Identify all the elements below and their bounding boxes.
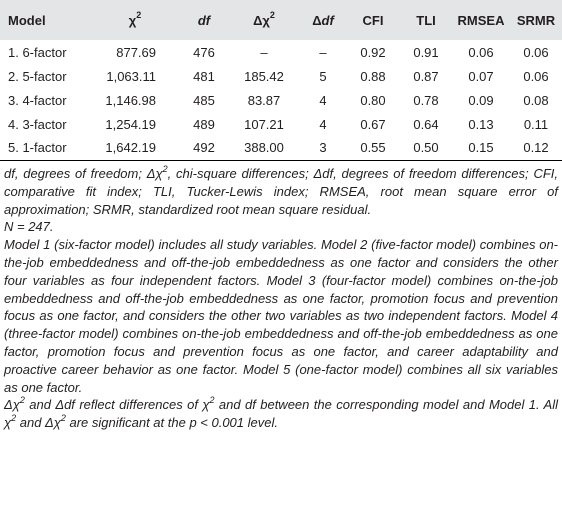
- cell-chi-square: 1,146.98: [105, 92, 156, 108]
- note-differences-part: Δχ: [4, 397, 20, 413]
- cell-delta-chi-square: 388.00: [228, 136, 300, 160]
- cell-srmr: 0.08: [523, 92, 549, 108]
- cell-rmsea: 0.09: [468, 92, 494, 108]
- cell-delta-chi-square: 185.42: [244, 68, 284, 84]
- header-cfi: CFI: [362, 12, 384, 28]
- cell-df: 481: [193, 68, 215, 84]
- cell-delta-chi-square: 83.87: [247, 92, 281, 108]
- header-model: Model: [8, 12, 46, 28]
- cell-srmr: 0.11: [523, 116, 549, 132]
- cell-delta-df: 5: [319, 68, 327, 84]
- cell-chi-square: 1,642.19: [90, 136, 180, 160]
- header-rmsea: RMSEA: [457, 12, 505, 28]
- note-sample-size: N = 247.: [4, 219, 54, 235]
- header-delta-symbol: Δ: [312, 12, 322, 28]
- note-superscript: 2: [162, 163, 168, 174]
- header-tli: TLI: [416, 12, 436, 28]
- header-df: df: [197, 12, 211, 28]
- cell-chi-square: 1,063.11: [106, 68, 156, 84]
- cell-df: 485: [193, 92, 215, 108]
- header-delta-df: [300, 0, 346, 40]
- cell-cfi: 0.92: [360, 44, 386, 60]
- cell-model: 3. 4-factor: [8, 92, 67, 108]
- note-abbreviations-part: df, degrees of freedom; Δχ: [4, 166, 163, 181]
- cell-cfi: 0.80: [360, 92, 386, 108]
- cell-srmr: 0.12: [510, 136, 562, 160]
- cell-delta-df: –: [319, 44, 327, 60]
- cell-srmr: 0.06: [523, 44, 549, 60]
- cell-tli: 0.78: [413, 92, 439, 108]
- cell-delta-chi-square: 107.21: [244, 116, 284, 132]
- table-header: [0, 0, 562, 40]
- header-delta-chi-square-symbol: Δχ: [253, 12, 270, 28]
- cell-model: 2. 5-factor: [8, 68, 67, 84]
- note-superscript: 2: [209, 395, 215, 406]
- cell-srmr: 0.06: [523, 68, 549, 84]
- header-srmr: SRMR: [516, 12, 556, 28]
- cell-tli: 0.50: [400, 136, 452, 160]
- cell-model: 1. 6-factor: [8, 44, 67, 60]
- cell-rmsea: 0.13: [468, 116, 494, 132]
- cell-cfi: 0.55: [346, 136, 400, 160]
- cell-model: 5. 1-factor: [0, 136, 90, 160]
- cell-tli: 0.87: [413, 68, 439, 84]
- cell-tli: 0.64: [413, 116, 439, 132]
- cell-cfi: 0.88: [360, 68, 386, 84]
- table-row: [0, 112, 562, 136]
- cell-delta-chi-square: –: [260, 44, 268, 60]
- table-notes: [4, 165, 558, 432]
- cell-delta-df: 4: [319, 92, 327, 108]
- note-superscript: 2: [19, 395, 25, 406]
- table-row: [0, 64, 562, 88]
- note-differences-part: and df between the corresponding model and Model 1. All χ: [4, 397, 558, 431]
- table-row: [0, 88, 562, 112]
- note-differences-part: and Δdf reflect differences of χ: [24, 397, 210, 413]
- cell-chi-square: 877.69: [116, 44, 156, 60]
- cell-df: 476: [193, 44, 215, 60]
- cell-delta-df: 4: [319, 116, 327, 132]
- note-differences-part: and Δχ: [16, 415, 61, 431]
- cell-tli: 0.91: [413, 44, 439, 60]
- header-delta-df-label: df: [321, 12, 334, 28]
- cell-model: 4. 3-factor: [8, 116, 67, 132]
- cell-rmsea: 0.15: [452, 136, 510, 160]
- header-chi-square-symbol: χ: [128, 12, 137, 28]
- table-row: [0, 136, 562, 160]
- table-body: [0, 40, 562, 160]
- cell-cfi: 0.67: [360, 116, 386, 132]
- note-abbreviations: [4, 165, 558, 218]
- model-comparison-table: [0, 0, 562, 161]
- header-chi-square-exponent: 2: [136, 10, 142, 21]
- cell-chi-square: 1,254.19: [105, 116, 156, 132]
- header-chi-square: [90, 0, 180, 40]
- cell-delta-df: 3: [300, 136, 346, 160]
- note-differences-part: are significant at the p < 0.001 level.: [65, 415, 278, 431]
- note-superscript: 2: [11, 412, 17, 423]
- note-abbreviations-part: , chi-square differences; Δdf, degrees of freedom differences; CFI, comparative fit index; TLI, Tucker-Lewis index; RMSEA, root mean square error of approximation; SRMR, standardized root mean square residual.: [4, 166, 558, 217]
- cell-rmsea: 0.06: [468, 44, 494, 60]
- header-delta-chi-square-exponent: 2: [269, 10, 275, 21]
- header-delta-chi-square: [228, 0, 300, 40]
- note-differences: [4, 396, 558, 432]
- note-superscript: 2: [60, 412, 66, 423]
- note-model-descriptions: Model 1 (six-factor model) includes all study variables. Model 2 (five-factor model) combines on-the-job embeddedness and off-the-job embeddedness as one factor and considers the other four variables as four independent factors. Model 3 (four-factor model) combines on-the-job embeddedness and off-the-job embeddedness as one factor, promotion focus and prevention focus as one factor, and considers the other two variables as two independent factors. Model 4 (three-factor model) combines on-the-job embeddedness and off-the-job embeddedness as one factor, promotion focus and prevention focus as one factor, and career adaptability and proactive career behavior as one factor. Model 5 (one-factor model) combines all six variables as one factor.: [4, 237, 558, 395]
- table-row: [0, 40, 562, 64]
- cell-rmsea: 0.07: [468, 68, 494, 84]
- cell-df: 489: [193, 116, 215, 132]
- cell-df: 492: [180, 136, 228, 160]
